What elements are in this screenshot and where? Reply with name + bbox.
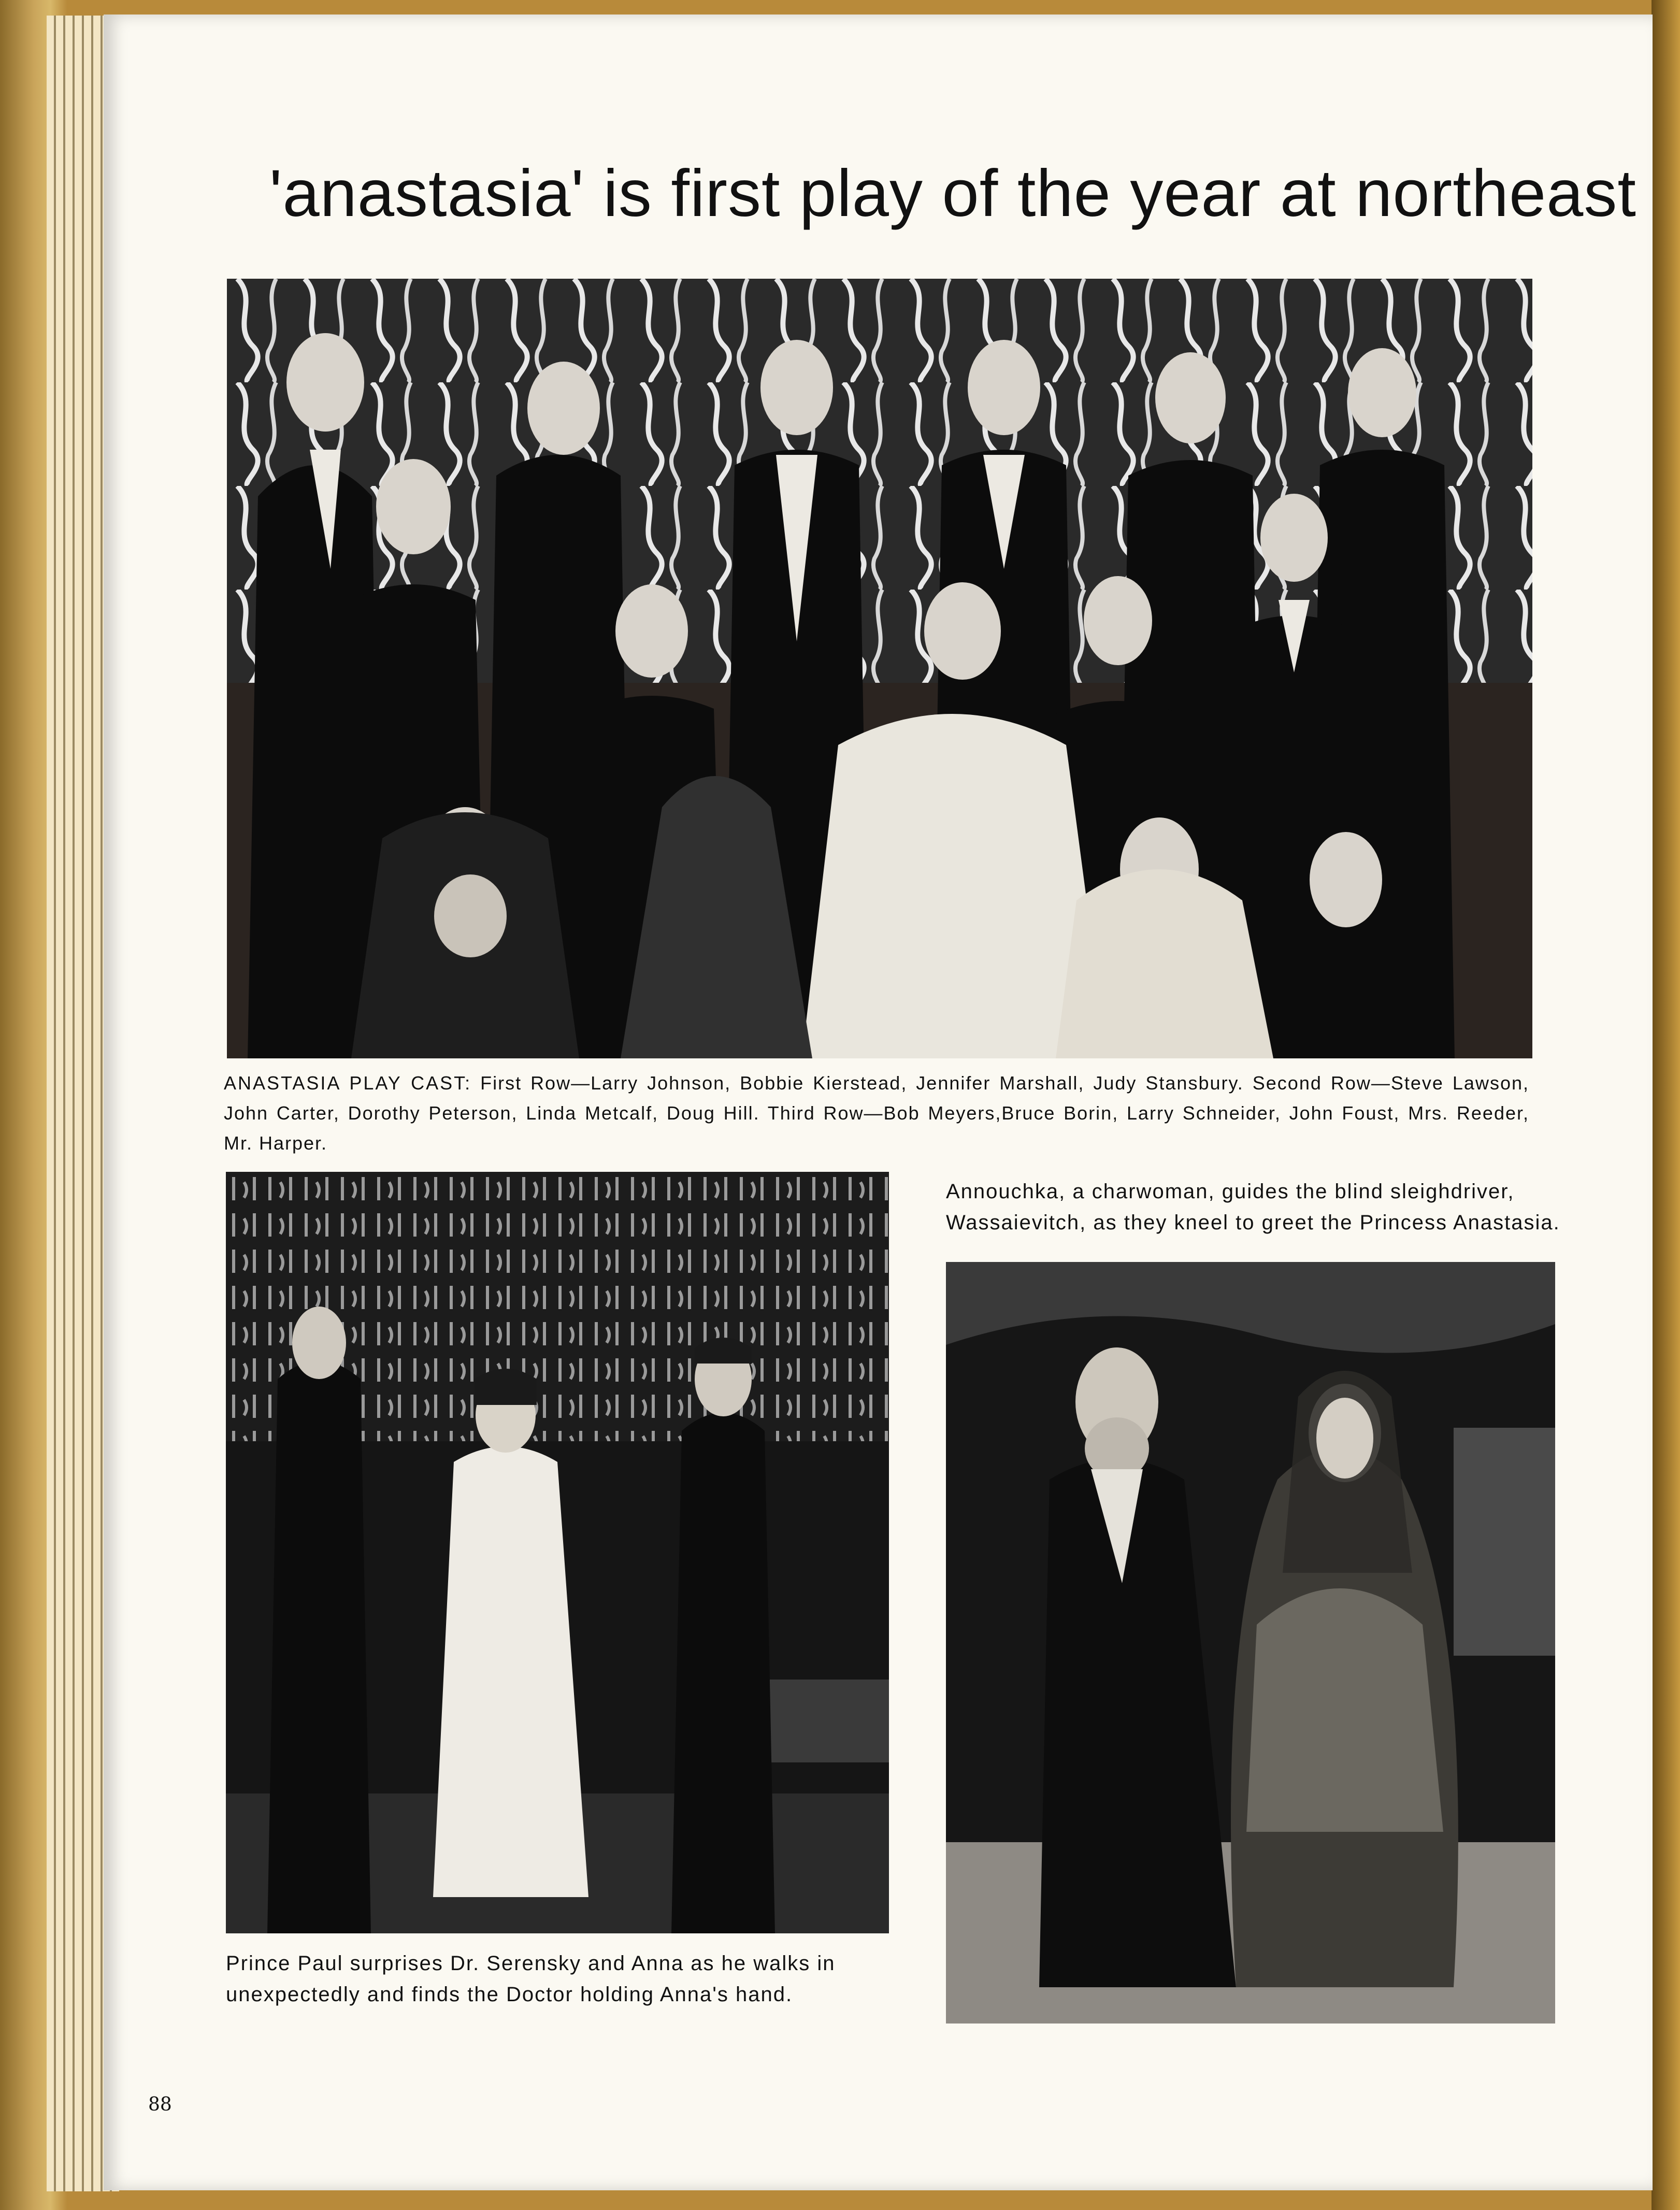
annouchka-caption: Annouchka, a charwoman, guides the blind sleighdriver, Wassaievitch, as they kneel to greet the Princess Anastasia. [946,1180,1560,1234]
scene-photo-prince-paul-image [226,1172,889,1933]
scene-photo-annouchka [946,1262,1555,2024]
prince-paul-caption: Prince Paul surprises Dr. Serensky and Anna as he walks in unexpectedly and finds the Doctor holding Anna's hand. [226,1952,836,2006]
cast-caption [224,1068,1529,1158]
page-headline: 'anastasia' is first play of the year at northeast [269,156,1636,231]
cast-photo [227,279,1532,1058]
cast-caption-names: First Row—Larry Johnson, Bobbie Kierstead, Jennifer Marshall, Judy Stansbury. Second Row—Steve Lawson, John Carter, Dorothy Peterson, Linda Metcalf, Doug Hill. Third Row—Bob Meyers,Bruce Borin, Larry Schneider, John Foust, Mrs. Reeder, Mr. Harper. [224,1072,1529,1154]
cast-photo-image [227,279,1532,1058]
scene-photo-annouchka-image [946,1262,1555,2024]
page-number: 88 [148,2094,172,2115]
cast-caption-lead: ANASTASIA PLAY CAST: [224,1072,472,1094]
book-cover-edge [1652,0,1680,2210]
scene-photo-prince-paul [226,1172,889,1933]
